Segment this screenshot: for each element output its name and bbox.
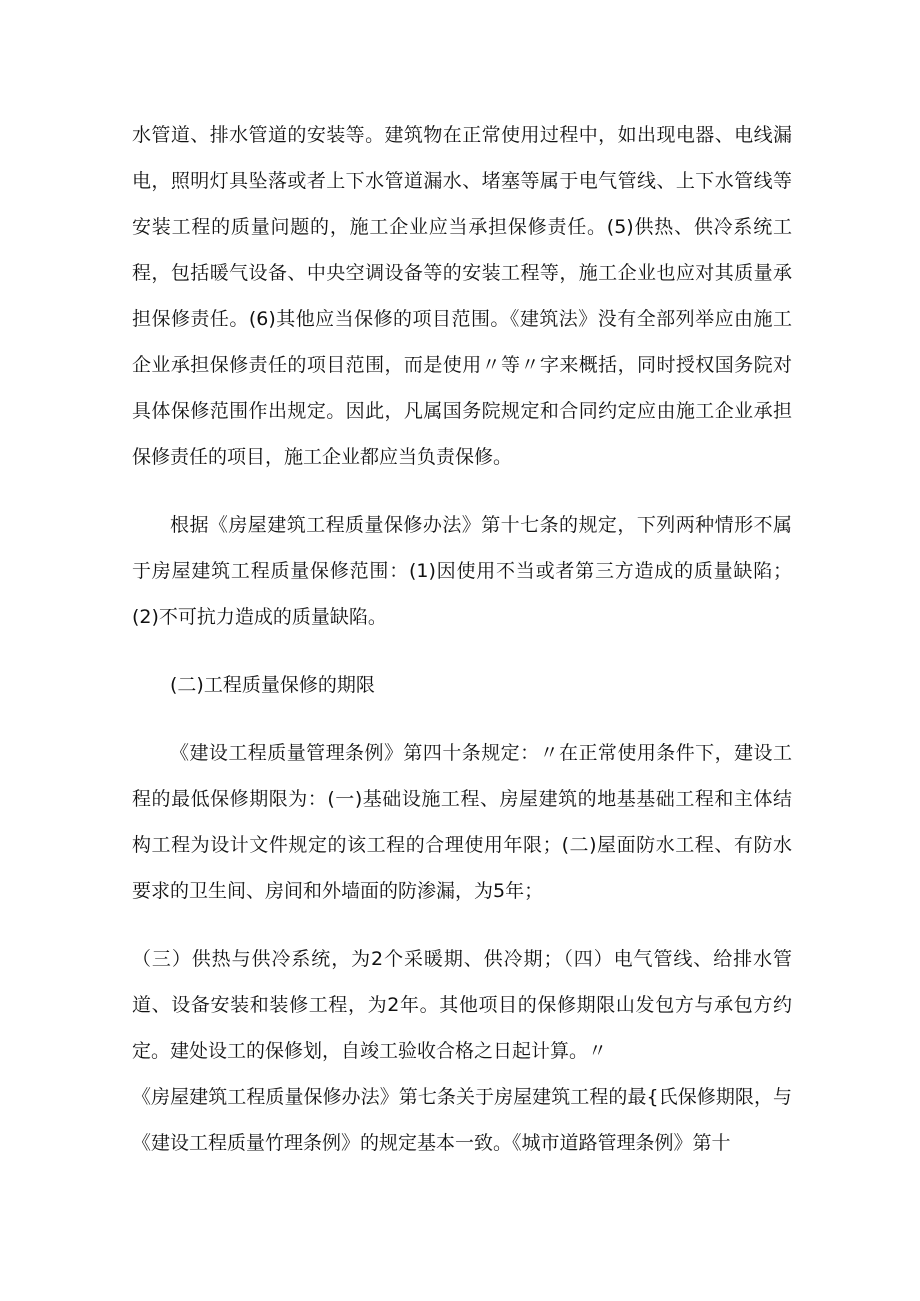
document-page [132,112,792,1166]
paragraph-article-7: 《房屋建筑工程质量保修办法》第七条关于房屋建筑工程的最{氏保修期限，与《建设工程质量竹理条例》的规定基本一致。《城市道路管理条例》第十 [132,1086,792,1154]
paragraph-heating-electrical: （三）供热与供冷系统，为2个采暖期、供冷期；（四）电气管线、给排水管道、设备安装和装修工程，为2年。其他项目的保修期限山发包方与承包方约定。建处设工的保修划，自竣工验收合格之日起计算。〃 [132,948,792,1062]
paragraph-warranty-scope: 水管道、排水管道的安装等。建筑物在正常使用过程中，如出现电器、电线漏电，照明灯具坠落或者上下水管道漏水、堵塞等属于电气管线、上下水管线等安装工程的质量问题的，施工企业应当承担保修责任。(5)供热、供冷系统工程，包括暖气设备、中央空调设备等的安装工程等，施工企业也应对其质量承担保修责任。(6)其他应当保修的项目范围。《建筑法》没有全部列举应由施工企业承担保修责任的项目范围，而是使用〃等〃字来概括，同时授权国务院对具体保修范围作出规定。因此，凡属国务院规定和合同约定应由施工企业承担保修责任的项目，施工企业都应当负责保修。 [132,124,792,468]
paragraph-regulation-article-40: 《建设工程质量管理条例》第四十条规定：〃在正常使用条件下，建设工程的最低保修期限为：(一)基础设施工程、房屋建筑的地基基础工程和主体结构工程为设计文件规定的该工程的合理使用年限；(二)屋面防水工程、有防水要求的卫生间、房间和外墙面的防渗漏，为5年； [132,742,792,902]
paragraph-exclusions: 根据《房屋建筑工程质量保修办法》第十七条的规定，下列两种情形不属于房屋建筑工程质量保修范围：(1)因使用不当或者第三方造成的质量缺陷；(2)不可抗力造成的质量缺陷。 [132,514,792,628]
section-heading-warranty-period: (二)工程质量保修的期限 [170,674,375,696]
